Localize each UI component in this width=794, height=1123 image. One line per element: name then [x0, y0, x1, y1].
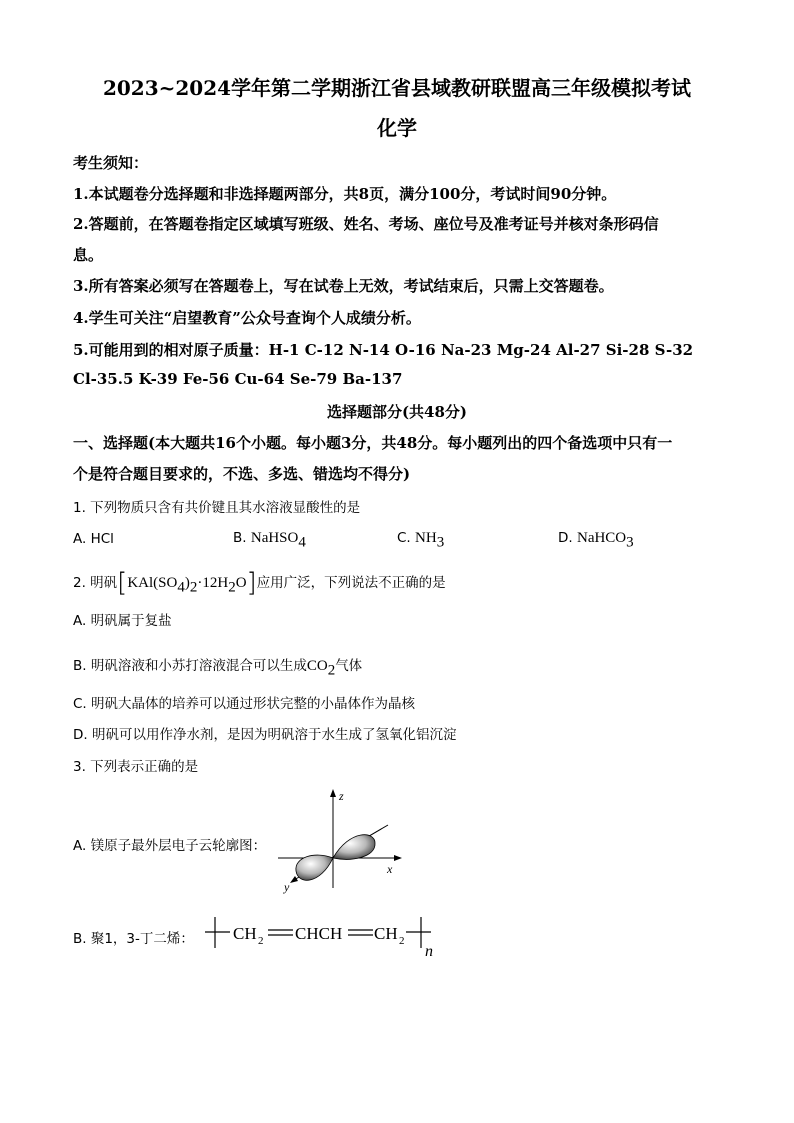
x-axis-label: x — [387, 862, 393, 876]
orbital-lobe-lower — [296, 855, 333, 880]
subject-title: 化学 — [377, 116, 417, 140]
section-instructions: 个是符合题目要求的，不选、多选、错选均不得分) — [73, 465, 411, 483]
z-axis-arrow-icon — [330, 789, 336, 797]
y-axis-label: y — [284, 880, 290, 894]
notice-heading: 考生须知： — [73, 154, 149, 172]
q3-option-a: A. 镁原子最外层电子云轮廓图： — [73, 838, 267, 854]
z-axis-label: z — [339, 789, 344, 803]
notice-item: 息。 — [73, 246, 104, 264]
q1-option-a: A. HCl — [73, 531, 114, 547]
notice-item: 1.本试题卷分选择题和非选择题两部分，共8页，满分100分，考试时间90分钟。 — [73, 185, 617, 203]
poly-mid: CHCH — [295, 924, 343, 943]
notice-item: 3.所有答案必须写在答题卷上，写在试卷上无效，考试结束后，只需上交答题卷。 — [73, 277, 614, 295]
question-3-stem: 3. 下列表示正确的是 — [73, 759, 199, 775]
notice-item: 2.答题前，在答题卷指定区域填写班级、姓名、考场、座位号及准考证号并核对条形码信 — [73, 215, 659, 233]
poly-unit-2: CH — [374, 924, 398, 943]
notice-item: 4.学生可关注“启望教育”公众号查询个人成绩分析。 — [73, 309, 421, 327]
q1-option-c: C. NH3 — [397, 530, 445, 551]
x-axis-arrow-icon — [394, 855, 402, 861]
orbital-lobe-upper — [333, 835, 375, 860]
q2-option-d: D. 明矾可以用作净水剂，是因为明矾溶于水生成了氢氧化铝沉淀 — [73, 727, 457, 743]
notice-item: Cl-35.5 K-39 Fe-56 Cu-64 Se-79 Ba-137 — [73, 370, 403, 388]
p-orbital-diagram — [270, 785, 410, 895]
question-1-stem: 1. 下列物质只含有共价键且其水溶液显酸性的是 — [73, 500, 361, 516]
q1-option-d: D. NaHCO3 — [558, 530, 634, 551]
q3-option-b: B. 聚1，3-丁二烯： — [73, 931, 194, 947]
q2-option-c: C. 明矾大晶体的培养可以通过形状完整的小晶体作为晶核 — [73, 696, 416, 712]
polybutadiene-formula — [205, 912, 445, 962]
q2-option-b: B. 明矾溶液和小苏打溶液混合可以生成CO2气体 — [73, 658, 363, 679]
poly-sub-2: 2 — [399, 935, 405, 947]
section-instructions: 一、选择题(本大题共16个小题。每小题3分，共48分。每小题列出的四个备选项中只有一 — [73, 434, 673, 452]
y-axis-arrow-icon — [290, 876, 298, 883]
poly-sub-1: 2 — [258, 935, 264, 947]
question-2-stem: 2. 明矾[KAl(SO4)2·12H2O]应用广泛，下列说法不正确的是 — [73, 568, 446, 598]
notice-item: 5.可能用到的相对原子质量：H-1 C-12 N-14 O-16 Na-23 Mg-24 Al-27 Si-28 S-32 — [73, 341, 694, 359]
q1-option-b: B. NaHSO4 — [233, 530, 306, 551]
q2-option-a: A. 明矾属于复盐 — [73, 613, 172, 629]
poly-unit-1: CH — [233, 924, 257, 943]
section-title: 选择题部分(共48分) — [326, 403, 468, 421]
poly-n: n — [425, 943, 433, 960]
exam-title: 2023~2024学年第二学期浙江省县域教研联盟高三年级模拟考试 — [102, 76, 692, 100]
